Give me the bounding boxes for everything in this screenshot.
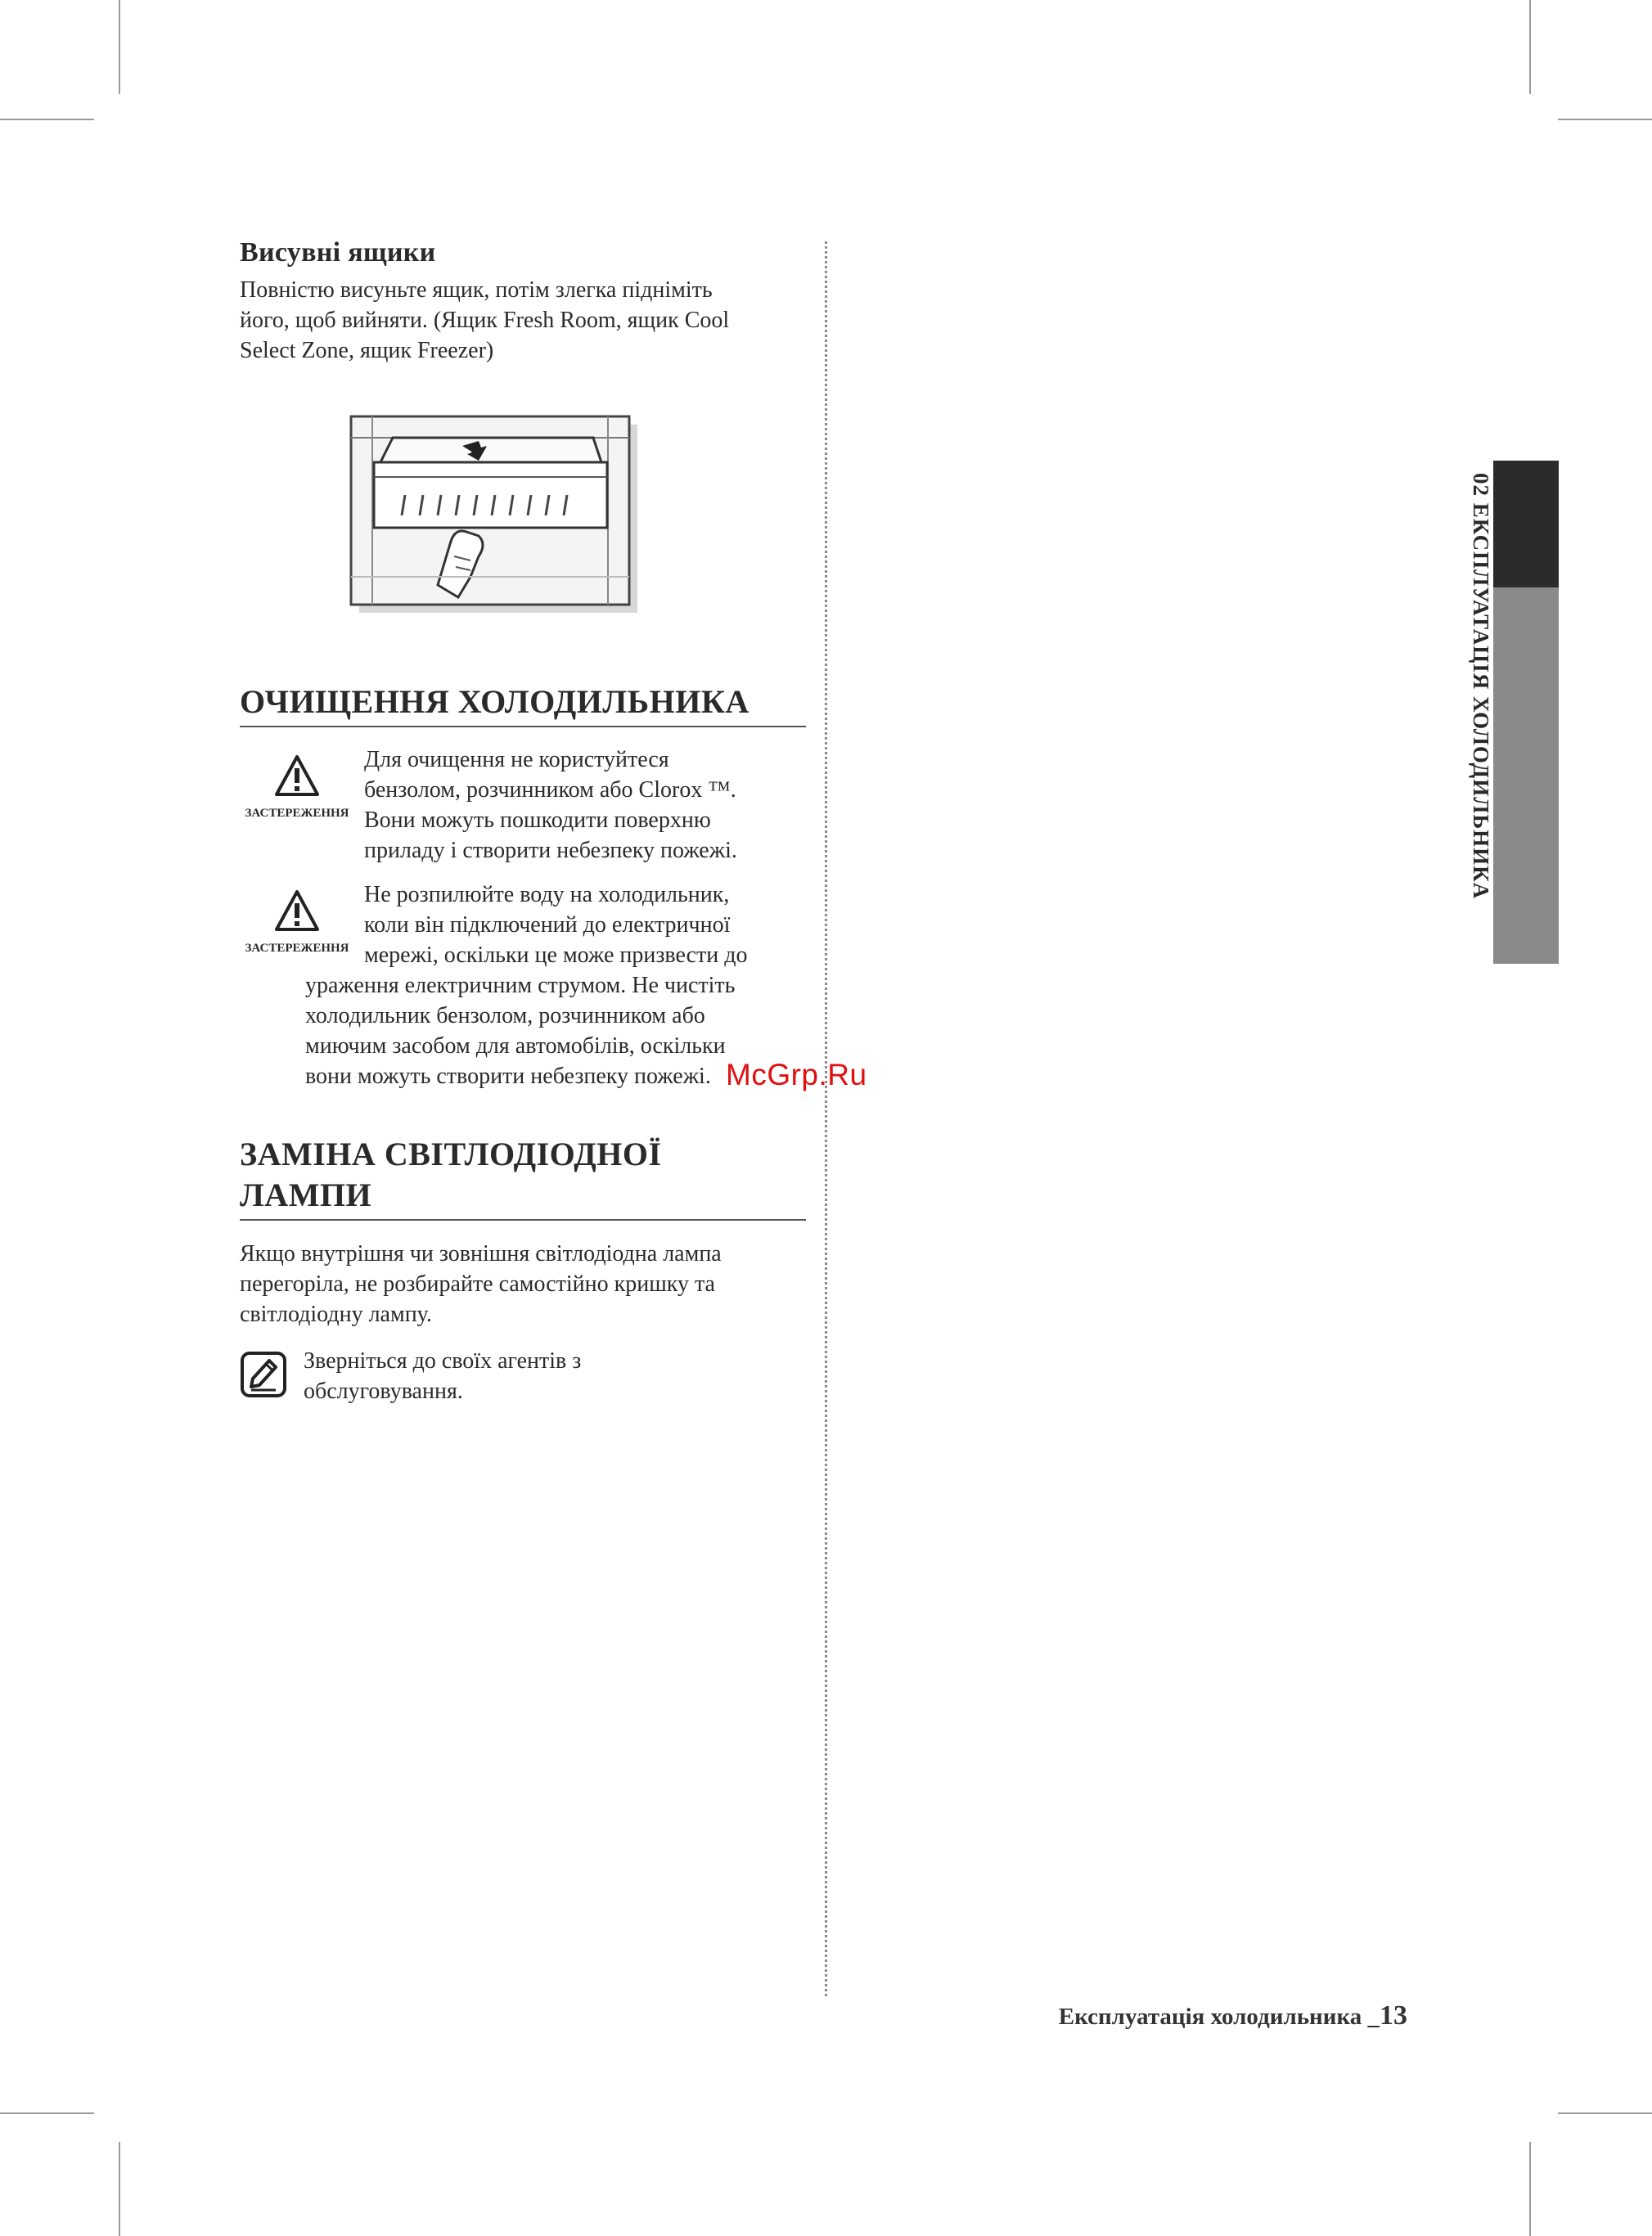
note-text	[304, 1346, 812, 1406]
crop-mark	[119, 0, 120, 94]
note-line: обслуговування.	[304, 1379, 463, 1404]
caution-text	[364, 745, 812, 866]
crop-mark	[119, 2142, 120, 2236]
led-text-line: світлодіодну лампу.	[240, 1302, 432, 1327]
page-footer	[1023, 2000, 1407, 2031]
cleaning-section	[240, 682, 806, 727]
drawers-text-line: Повністю висуньте ящик, потім злегка підніміть	[240, 277, 713, 303]
note-pencil-icon	[240, 1351, 287, 1398]
caution-text	[364, 880, 812, 970]
chapter-tab-grey	[1493, 587, 1559, 964]
led-section	[240, 1134, 806, 1329]
caution-line: миючим засобом для автомобілів, оскільки	[305, 1033, 726, 1059]
caution-line: холодильник бензолом, розчинником або	[305, 1003, 705, 1028]
warning-triangle-icon	[274, 889, 320, 932]
caution-block-1	[240, 745, 812, 866]
led-title	[240, 1134, 806, 1221]
chapter-tab-dark	[1493, 461, 1559, 587]
column-divider	[825, 241, 827, 1996]
footer-text: Експлуатація холодильника _	[1058, 2004, 1380, 2030]
crop-mark	[0, 2112, 94, 2114]
drawers-text-line: Select Zone, ящик Freezer)	[240, 338, 494, 363]
warning-triangle-icon	[274, 754, 320, 797]
crop-mark	[1558, 2112, 1652, 2114]
crop-mark	[1558, 119, 1652, 120]
watermark-text: McGrp.Ru	[726, 1058, 867, 1091]
led-text-line: перегоріла, не розбирайте самостійно кришку та	[240, 1271, 715, 1297]
caution-line: вони можуть створити небезпеку пожежі.	[305, 1064, 711, 1089]
caution-line: Для очищення не користуйтеся	[364, 747, 669, 772]
caution-line: Вони можуть пошкодити поверхню	[364, 808, 711, 833]
caution-icon-box	[240, 754, 354, 829]
crop-mark	[1529, 0, 1531, 94]
crop-mark	[1529, 2142, 1531, 2236]
chapter-tab	[1452, 461, 1559, 964]
drawers-section	[240, 237, 806, 366]
led-title-line: ЛАМПИ	[240, 1176, 372, 1213]
chapter-tab-label: 02 ЕКСПЛУАТАЦІЯ ХОЛОДИЛЬНИКА	[1469, 473, 1493, 900]
caution-label: ЗАСТЕРЕЖЕННЯ	[245, 942, 349, 955]
crop-mark	[0, 119, 94, 120]
caution-line: приладу і створити небезпеку пожежі.	[364, 838, 737, 863]
caution-line: Не розпилюйте воду на холодильник,	[364, 882, 730, 907]
note-block	[240, 1346, 812, 1406]
caution-line: ураження електричним струмом. Не чистіть	[305, 973, 736, 998]
drawer-removal-illustration	[348, 413, 642, 618]
page-number: 13	[1380, 2000, 1407, 2031]
caution-line: мережі, оскільки це може призвести до	[364, 943, 748, 968]
drawers-text-line: його, щоб вийняти. (Ящик Fresh Room, ящик Cool	[240, 308, 730, 333]
caution-line: коли він підключений до електричної	[364, 912, 731, 938]
drawers-heading: Висувні ящики	[240, 237, 436, 268]
note-line: Зверніться до своїх агентів з	[304, 1348, 582, 1374]
caution-icon-box	[240, 889, 354, 964]
caution-label: ЗАСТЕРЕЖЕННЯ	[245, 807, 349, 820]
caution-line: бензолом, розчинником або Clorox ™.	[364, 777, 736, 803]
led-text-line: Якщо внутрішня чи зовнішня світлодіодна лампа	[240, 1241, 722, 1266]
cleaning-title: ОЧИЩЕННЯ ХОЛОДИЛЬНИКА	[240, 682, 806, 727]
led-title-line: ЗАМІНА СВІТЛОДІОДНОЇ	[240, 1136, 662, 1172]
